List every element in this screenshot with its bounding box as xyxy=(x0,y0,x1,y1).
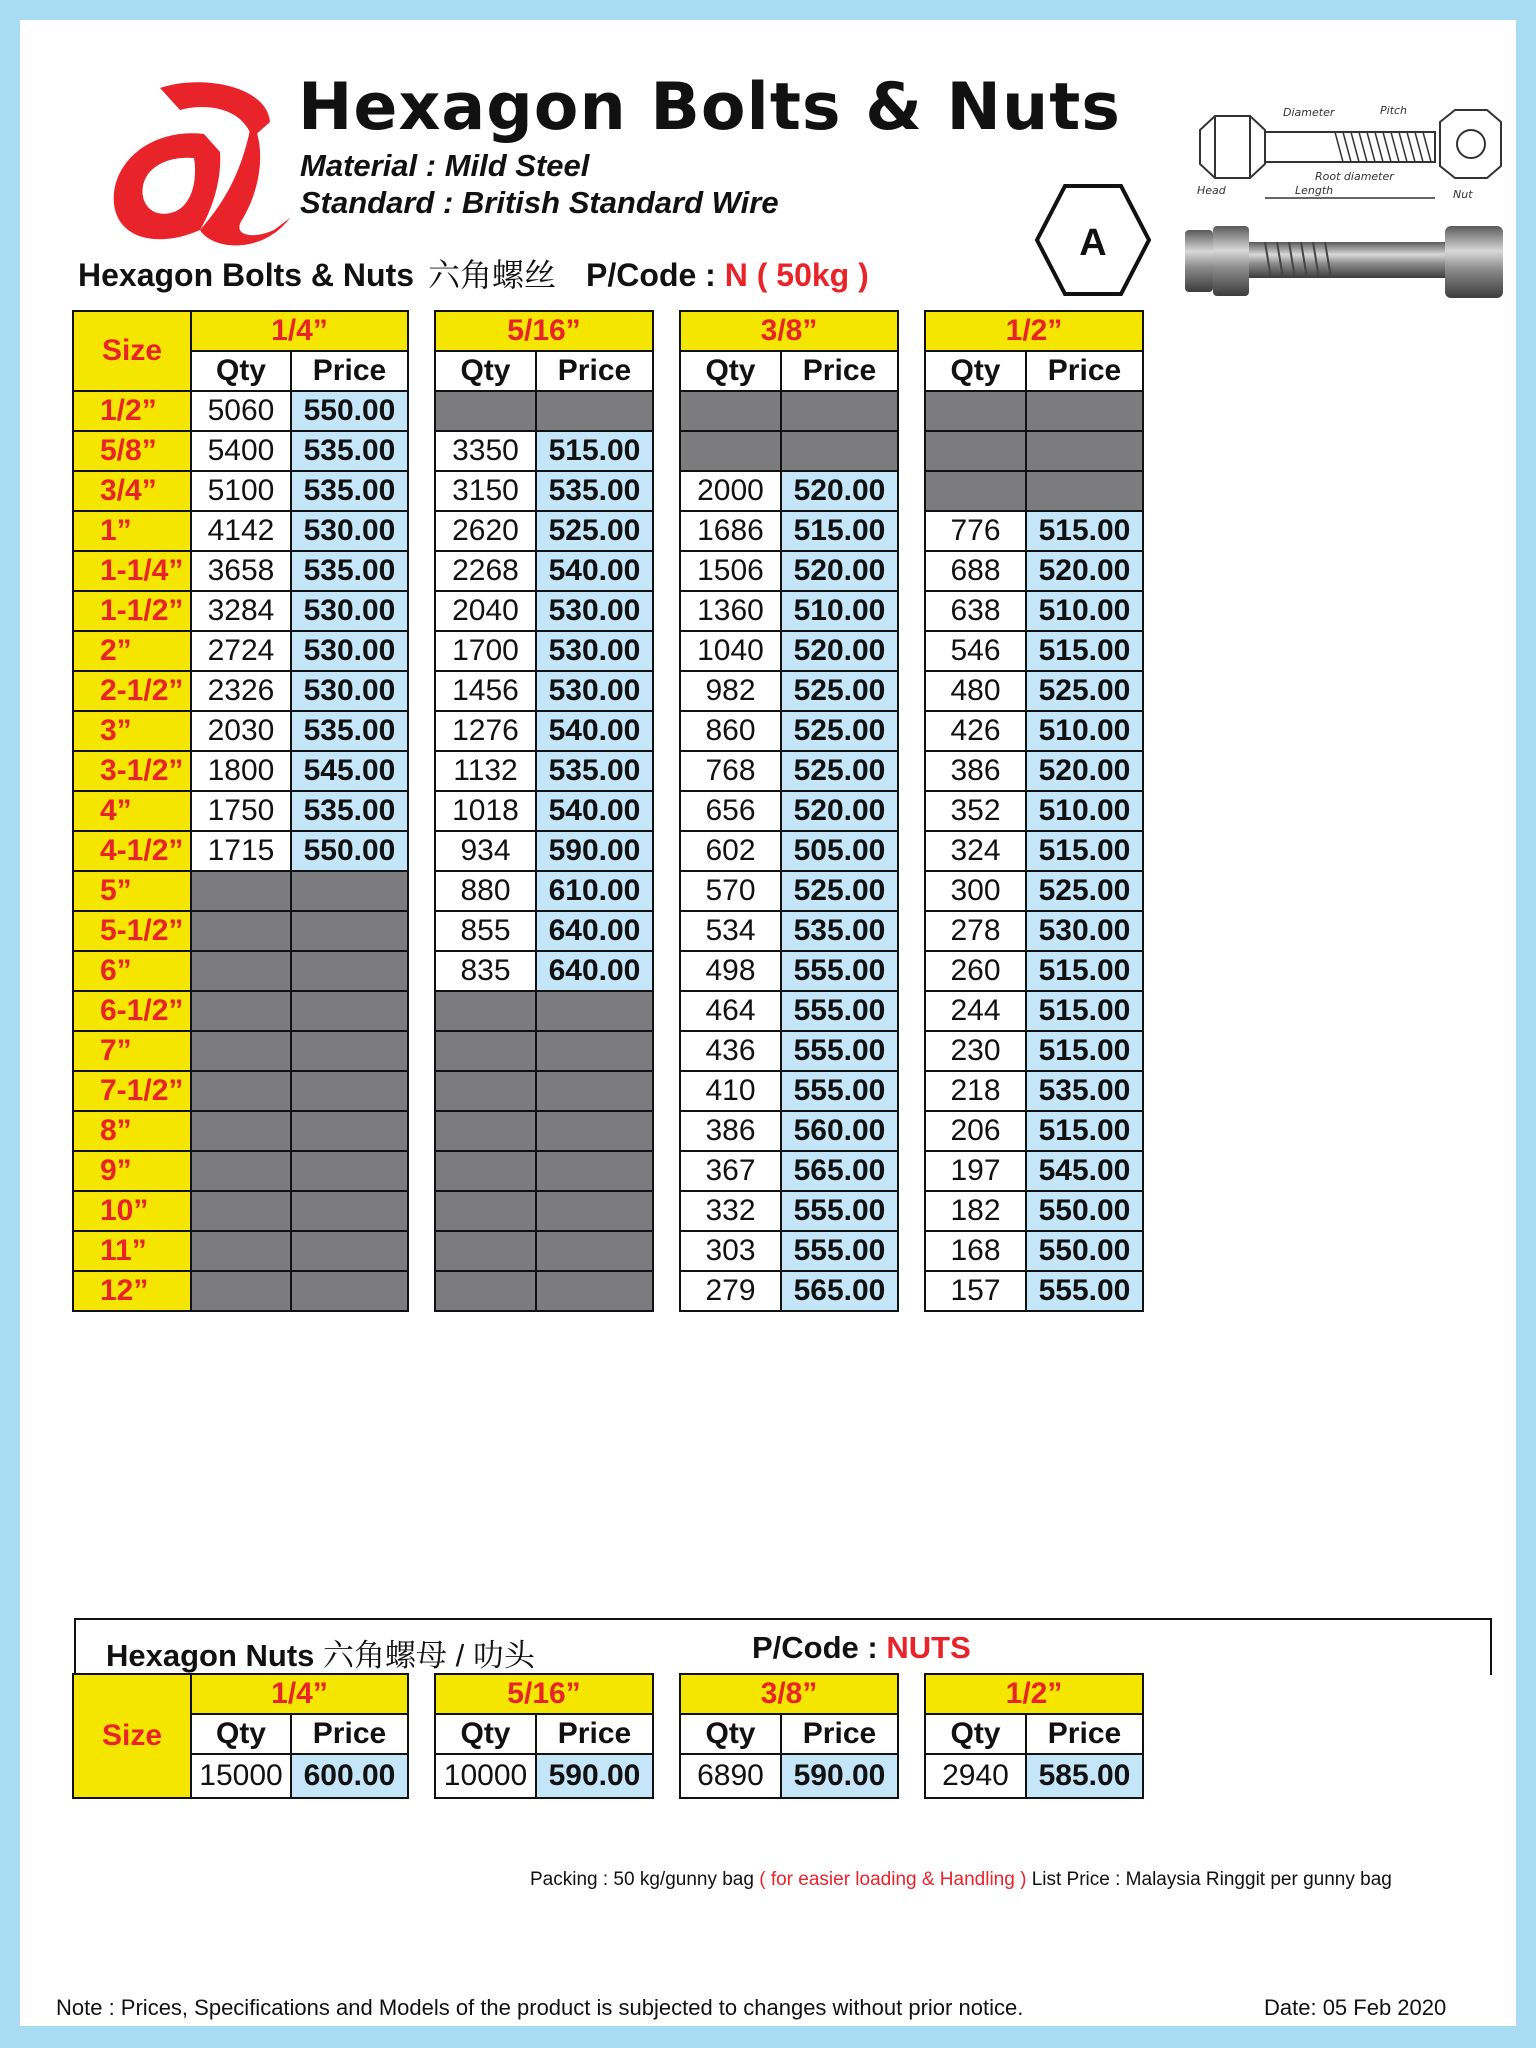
size-cell: 9” xyxy=(73,1151,191,1191)
nuts-price-cell: 600.00 xyxy=(291,1754,408,1798)
table-row xyxy=(73,751,1143,791)
qty-cell: 244 xyxy=(925,991,1026,1031)
table-row xyxy=(73,1151,1143,1191)
unavailable-cell xyxy=(435,1231,536,1271)
packing-prefix: Packing : 50 kg/gunny bag xyxy=(530,1869,754,1890)
unavailable-cell xyxy=(1026,431,1143,471)
nuts-qty-cell: 6890 xyxy=(680,1754,781,1798)
qty-cell: 279 xyxy=(680,1271,781,1311)
unavailable-cell xyxy=(291,951,408,991)
price-header: Price xyxy=(291,1714,408,1754)
nuts-qty-cell: 2940 xyxy=(925,1754,1026,1798)
size-cell: 10” xyxy=(73,1191,191,1231)
unavailable-cell xyxy=(191,911,291,951)
qty-cell: 230 xyxy=(925,1031,1026,1071)
diameter-header: 1/2” xyxy=(925,1674,1143,1714)
price-cell: 540.00 xyxy=(536,711,653,751)
table-row xyxy=(73,631,1143,671)
size-cell: 5/8” xyxy=(73,431,191,471)
qty-cell: 1276 xyxy=(435,711,536,751)
qty-header: Qty xyxy=(191,351,291,391)
qty-cell: 5060 xyxy=(191,391,291,431)
table-row xyxy=(73,831,1143,871)
qty-cell: 602 xyxy=(680,831,781,871)
table-row xyxy=(73,1271,1143,1311)
price-cell: 535.00 xyxy=(536,471,653,511)
unavailable-cell xyxy=(291,1271,408,1311)
qty-cell: 860 xyxy=(680,711,781,751)
price-cell: 520.00 xyxy=(1026,751,1143,791)
unavailable-cell xyxy=(781,431,898,471)
price-cell: 530.00 xyxy=(291,511,408,551)
unavailable-cell xyxy=(536,1111,653,1151)
price-cell: 530.00 xyxy=(536,591,653,631)
size-cell: 1-1/2” xyxy=(73,591,191,631)
unavailable-cell xyxy=(1026,391,1143,431)
qty-cell: 324 xyxy=(925,831,1026,871)
price-cell: 520.00 xyxy=(781,471,898,511)
bolt-diagram-icon xyxy=(1195,102,1505,222)
price-cell: 555.00 xyxy=(781,991,898,1031)
table-row xyxy=(73,871,1143,911)
qty-cell: 1700 xyxy=(435,631,536,671)
size-cell: 2-1/2” xyxy=(73,671,191,711)
price-cell: 530.00 xyxy=(536,631,653,671)
size-cell: 1-1/4” xyxy=(73,551,191,591)
unavailable-cell xyxy=(291,1231,408,1271)
size-cell: 7” xyxy=(73,1031,191,1071)
unavailable-cell xyxy=(291,1071,408,1111)
price-cell: 555.00 xyxy=(781,1191,898,1231)
price-cell: 525.00 xyxy=(1026,871,1143,911)
price-cell: 535.00 xyxy=(781,911,898,951)
unavailable-cell xyxy=(925,471,1026,511)
price-header: Price xyxy=(536,351,653,391)
unavailable-cell xyxy=(291,991,408,1031)
price-cell: 530.00 xyxy=(291,591,408,631)
price-cell: 555.00 xyxy=(781,951,898,991)
price-cell: 535.00 xyxy=(291,431,408,471)
price-cell: 530.00 xyxy=(536,671,653,711)
price-cell: 550.00 xyxy=(1026,1231,1143,1271)
price-cell: 515.00 xyxy=(1026,991,1143,1031)
unavailable-cell xyxy=(680,391,781,431)
unavailable-cell xyxy=(191,1111,291,1151)
price-cell: 525.00 xyxy=(1026,671,1143,711)
qty-cell: 1360 xyxy=(680,591,781,631)
standard-text: Standard : British Standard Wire xyxy=(300,185,779,220)
unavailable-cell xyxy=(536,391,653,431)
qty-cell: 1686 xyxy=(680,511,781,551)
table-row xyxy=(73,1111,1143,1151)
diameter-label: Diameter xyxy=(1283,106,1335,119)
size-cell: 3” xyxy=(73,711,191,751)
qty-cell: 300 xyxy=(925,871,1026,911)
table-row xyxy=(73,711,1143,751)
diameter-header: 1/4” xyxy=(191,311,408,351)
qty-header: Qty xyxy=(435,1714,536,1754)
price-header: Price xyxy=(1026,1714,1143,1754)
price-cell: 535.00 xyxy=(291,471,408,511)
price-cell: 555.00 xyxy=(781,1031,898,1071)
qty-cell: 768 xyxy=(680,751,781,791)
unavailable-cell xyxy=(536,1271,653,1311)
price-cell: 565.00 xyxy=(781,1271,898,1311)
unavailable-cell xyxy=(435,1031,536,1071)
size-cell: 6-1/2” xyxy=(73,991,191,1031)
price-cell: 565.00 xyxy=(781,1151,898,1191)
price-cell: 535.00 xyxy=(536,751,653,791)
packing-highlight: ( for easier loading & Handling ) xyxy=(759,1869,1027,1890)
table-row xyxy=(73,591,1143,631)
unavailable-cell xyxy=(191,1031,291,1071)
unavailable-cell xyxy=(536,1071,653,1111)
qty-header: Qty xyxy=(435,351,536,391)
qty-header: Qty xyxy=(925,1714,1026,1754)
qty-cell: 4142 xyxy=(191,511,291,551)
hexagon-grade-icon xyxy=(1033,180,1153,300)
nuts-price-cell: 590.00 xyxy=(536,1754,653,1798)
price-cell: 515.00 xyxy=(536,431,653,471)
price-cell: 555.00 xyxy=(781,1071,898,1111)
qty-cell: 303 xyxy=(680,1231,781,1271)
qty-cell: 2268 xyxy=(435,551,536,591)
price-cell: 520.00 xyxy=(781,631,898,671)
unavailable-cell xyxy=(191,1231,291,1271)
price-cell: 510.00 xyxy=(781,591,898,631)
size-cell: 5-1/2” xyxy=(73,911,191,951)
size-cell: 8” xyxy=(73,1111,191,1151)
price-header: Price xyxy=(781,1714,898,1754)
price-cell: 510.00 xyxy=(1026,591,1143,631)
price-cell: 530.00 xyxy=(291,631,408,671)
price-sheet xyxy=(20,20,1516,2026)
qty-cell: 498 xyxy=(680,951,781,991)
qty-cell: 1715 xyxy=(191,831,291,871)
qty-cell: 182 xyxy=(925,1191,1026,1231)
qty-cell: 260 xyxy=(925,951,1026,991)
price-cell: 550.00 xyxy=(1026,1191,1143,1231)
price-cell: 535.00 xyxy=(291,551,408,591)
unavailable-cell xyxy=(191,991,291,1031)
packing-suffix: List Price : Malaysia Ringgit per gunny bag xyxy=(1031,1869,1392,1890)
unavailable-cell xyxy=(1026,471,1143,511)
price-cell: 540.00 xyxy=(536,551,653,591)
qty-cell: 352 xyxy=(925,791,1026,831)
qty-header: Qty xyxy=(191,1714,291,1754)
unavailable-cell xyxy=(291,911,408,951)
table-row xyxy=(73,431,1143,471)
price-cell: 530.00 xyxy=(291,671,408,711)
diameter-header: 3/8” xyxy=(680,1674,898,1714)
unavailable-cell xyxy=(291,1151,408,1191)
nuts-price-cell: 585.00 xyxy=(1026,1754,1143,1798)
qty-cell: 426 xyxy=(925,711,1026,751)
qty-cell: 367 xyxy=(680,1151,781,1191)
size-cell: 3/4” xyxy=(73,471,191,511)
diameter-header: 1/2” xyxy=(925,311,1143,351)
price-header: Price xyxy=(1026,351,1143,391)
qty-cell: 168 xyxy=(925,1231,1026,1271)
size-cell: 3-1/2” xyxy=(73,751,191,791)
unavailable-cell xyxy=(435,1151,536,1191)
material-text: Material : Mild Steel xyxy=(300,148,590,183)
unavailable-cell xyxy=(435,1111,536,1151)
table-row xyxy=(73,991,1143,1031)
unavailable-cell xyxy=(925,391,1026,431)
qty-header: Qty xyxy=(925,351,1026,391)
price-cell: 555.00 xyxy=(781,1231,898,1271)
bolts-pcode-value: N ( 50kg ) xyxy=(724,257,869,293)
price-cell: 510.00 xyxy=(1026,791,1143,831)
diameter-header: 5/16” xyxy=(435,311,653,351)
price-cell: 515.00 xyxy=(1026,951,1143,991)
size-cell: 4-1/2” xyxy=(73,831,191,871)
diameter-header: 1/4” xyxy=(191,1674,408,1714)
bolt-photo-icon xyxy=(1185,220,1505,310)
table-row xyxy=(73,551,1143,591)
unavailable-cell xyxy=(536,1191,653,1231)
price-header: Price xyxy=(536,1714,653,1754)
unavailable-cell xyxy=(291,1031,408,1071)
unavailable-cell xyxy=(435,1271,536,1311)
packing-note xyxy=(530,1869,1392,1891)
qty-cell: 656 xyxy=(680,791,781,831)
price-cell: 520.00 xyxy=(1026,551,1143,591)
qty-cell: 2040 xyxy=(435,591,536,631)
qty-cell: 464 xyxy=(680,991,781,1031)
qty-cell: 1018 xyxy=(435,791,536,831)
table-row xyxy=(73,1031,1143,1071)
unavailable-cell xyxy=(191,1151,291,1191)
size-cell: 12” xyxy=(73,1271,191,1311)
price-cell: 555.00 xyxy=(1026,1271,1143,1311)
qty-cell: 386 xyxy=(925,751,1026,791)
unavailable-cell xyxy=(536,1031,653,1071)
qty-cell: 5400 xyxy=(191,431,291,471)
qty-cell: 3350 xyxy=(435,431,536,471)
price-cell: 515.00 xyxy=(781,511,898,551)
price-cell: 515.00 xyxy=(1026,1031,1143,1071)
qty-cell: 3150 xyxy=(435,471,536,511)
size-cell: 6” xyxy=(73,951,191,991)
qty-cell: 157 xyxy=(925,1271,1026,1311)
price-cell: 550.00 xyxy=(291,391,408,431)
qty-cell: 332 xyxy=(680,1191,781,1231)
qty-cell: 3284 xyxy=(191,591,291,631)
table-row xyxy=(73,1071,1143,1111)
qty-cell: 2724 xyxy=(191,631,291,671)
size-cell: 4” xyxy=(73,791,191,831)
unavailable-cell xyxy=(435,991,536,1031)
price-cell: 515.00 xyxy=(1026,511,1143,551)
unavailable-cell xyxy=(191,871,291,911)
qty-cell: 570 xyxy=(680,871,781,911)
price-cell: 535.00 xyxy=(291,711,408,751)
nuts-title-cn: 六角螺母 / 叻头 xyxy=(323,1638,535,1673)
unavailable-cell xyxy=(291,1111,408,1151)
price-cell: 545.00 xyxy=(291,751,408,791)
price-cell: 560.00 xyxy=(781,1111,898,1151)
price-cell: 550.00 xyxy=(291,831,408,871)
qty-cell: 982 xyxy=(680,671,781,711)
size-cell: 7-1/2” xyxy=(73,1071,191,1111)
bolts-price-table xyxy=(72,310,1144,1312)
price-cell: 535.00 xyxy=(1026,1071,1143,1111)
qty-cell: 197 xyxy=(925,1151,1026,1191)
unavailable-cell xyxy=(925,431,1026,471)
qty-cell: 5100 xyxy=(191,471,291,511)
unavailable-cell xyxy=(781,391,898,431)
price-cell: 525.00 xyxy=(781,711,898,751)
price-cell: 590.00 xyxy=(536,831,653,871)
root-diameter-label: Root diameter xyxy=(1315,170,1394,183)
unavailable-cell xyxy=(435,391,536,431)
size-cell: 2” xyxy=(73,631,191,671)
table-row xyxy=(73,1231,1143,1271)
qty-header: Qty xyxy=(680,351,781,391)
price-cell: 520.00 xyxy=(781,791,898,831)
nut-label: Nut xyxy=(1453,188,1473,201)
qty-cell: 386 xyxy=(680,1111,781,1151)
price-cell: 540.00 xyxy=(536,791,653,831)
price-cell: 525.00 xyxy=(781,871,898,911)
diameter-header: 5/16” xyxy=(435,1674,653,1714)
table-row xyxy=(73,511,1143,551)
qty-cell: 2030 xyxy=(191,711,291,751)
table-row xyxy=(73,1191,1143,1231)
unavailable-cell xyxy=(291,1191,408,1231)
price-cell: 525.00 xyxy=(536,511,653,551)
qty-cell: 934 xyxy=(435,831,536,871)
price-cell: 515.00 xyxy=(1026,1111,1143,1151)
qty-cell: 436 xyxy=(680,1031,781,1071)
qty-cell: 480 xyxy=(925,671,1026,711)
nuts-qty-cell: 10000 xyxy=(435,1754,536,1798)
unavailable-cell xyxy=(291,871,408,911)
price-cell: 515.00 xyxy=(1026,631,1143,671)
qty-cell: 1506 xyxy=(680,551,781,591)
qty-cell: 206 xyxy=(925,1111,1026,1151)
unavailable-cell xyxy=(191,1271,291,1311)
size-cell: 1” xyxy=(73,511,191,551)
nuts-price-cell: 590.00 xyxy=(781,1754,898,1798)
disclaimer-note: Note : Prices, Specifications and Models of the product is subjected to changes without prior notice. xyxy=(56,1995,1024,2020)
page-title: Hexagon Bolts & Nuts xyxy=(298,70,1121,145)
qty-cell: 3658 xyxy=(191,551,291,591)
qty-cell: 2000 xyxy=(680,471,781,511)
bolts-section-heading xyxy=(78,250,869,296)
nuts-price-table xyxy=(72,1673,1144,1799)
unavailable-cell xyxy=(435,1071,536,1111)
price-cell: 640.00 xyxy=(536,951,653,991)
price-cell: 505.00 xyxy=(781,831,898,871)
nuts-section-heading xyxy=(74,1618,1492,1675)
price-cell: 510.00 xyxy=(1026,711,1143,751)
price-header: Price xyxy=(291,351,408,391)
unavailable-cell xyxy=(191,951,291,991)
qty-cell: 1800 xyxy=(191,751,291,791)
date-label: Date: 05 Feb 2020 xyxy=(1264,1995,1447,2020)
qty-cell: 546 xyxy=(925,631,1026,671)
table-row xyxy=(73,471,1143,511)
size-cell: 1/2” xyxy=(73,391,191,431)
head-label: Head xyxy=(1197,184,1226,197)
qty-cell: 688 xyxy=(925,551,1026,591)
qty-cell: 855 xyxy=(435,911,536,951)
price-cell: 515.00 xyxy=(1026,831,1143,871)
price-cell: 530.00 xyxy=(1026,911,1143,951)
qty-cell: 835 xyxy=(435,951,536,991)
qty-cell: 880 xyxy=(435,871,536,911)
diameter-header: 3/8” xyxy=(680,311,898,351)
qty-cell: 534 xyxy=(680,911,781,951)
hex-letter: A xyxy=(1079,222,1107,264)
price-cell: 610.00 xyxy=(536,871,653,911)
price-cell: 535.00 xyxy=(291,791,408,831)
table-row xyxy=(73,951,1143,991)
qty-cell: 1456 xyxy=(435,671,536,711)
nuts-title: Hexagon Nuts xyxy=(106,1638,315,1673)
qty-cell: 278 xyxy=(925,911,1026,951)
nuts-pcode-label: P/Code : xyxy=(752,1630,878,1665)
unavailable-cell xyxy=(680,431,781,471)
qty-cell: 1040 xyxy=(680,631,781,671)
qty-cell: 2326 xyxy=(191,671,291,711)
table-row xyxy=(73,791,1143,831)
table-row xyxy=(73,391,1143,431)
price-cell: 525.00 xyxy=(781,671,898,711)
size-cell: 11” xyxy=(73,1231,191,1271)
length-label: Length xyxy=(1295,184,1334,197)
table-row xyxy=(73,911,1143,951)
unavailable-cell xyxy=(536,1231,653,1271)
bolts-pcode-label: P/Code : xyxy=(586,257,716,293)
qty-cell: 1132 xyxy=(435,751,536,791)
qty-cell: 638 xyxy=(925,591,1026,631)
price-cell: 640.00 xyxy=(536,911,653,951)
unavailable-cell xyxy=(435,1191,536,1231)
bolts-title-cn: 六角螺丝 xyxy=(428,257,557,293)
qty-cell: 410 xyxy=(680,1071,781,1111)
qty-cell: 1750 xyxy=(191,791,291,831)
nuts-pcode-value: NUTS xyxy=(886,1630,971,1665)
logo-icon xyxy=(102,80,292,255)
size-cell: 5” xyxy=(73,871,191,911)
nuts-qty-cell: 15000 xyxy=(191,1754,291,1798)
pitch-label: Pitch xyxy=(1380,104,1408,117)
qty-cell: 218 xyxy=(925,1071,1026,1111)
price-cell: 525.00 xyxy=(781,751,898,791)
unavailable-cell xyxy=(536,1151,653,1191)
unavailable-cell xyxy=(191,1071,291,1111)
bolts-title: Hexagon Bolts & Nuts xyxy=(78,257,415,293)
unavailable-cell xyxy=(536,991,653,1031)
size-header: Size xyxy=(73,1674,191,1798)
unavailable-cell xyxy=(191,1191,291,1231)
price-cell: 520.00 xyxy=(781,551,898,591)
price-cell: 545.00 xyxy=(1026,1151,1143,1191)
qty-cell: 776 xyxy=(925,511,1026,551)
qty-cell: 2620 xyxy=(435,511,536,551)
size-header: Size xyxy=(73,311,191,391)
price-header: Price xyxy=(781,351,898,391)
table-row xyxy=(73,671,1143,711)
qty-header: Qty xyxy=(680,1714,781,1754)
